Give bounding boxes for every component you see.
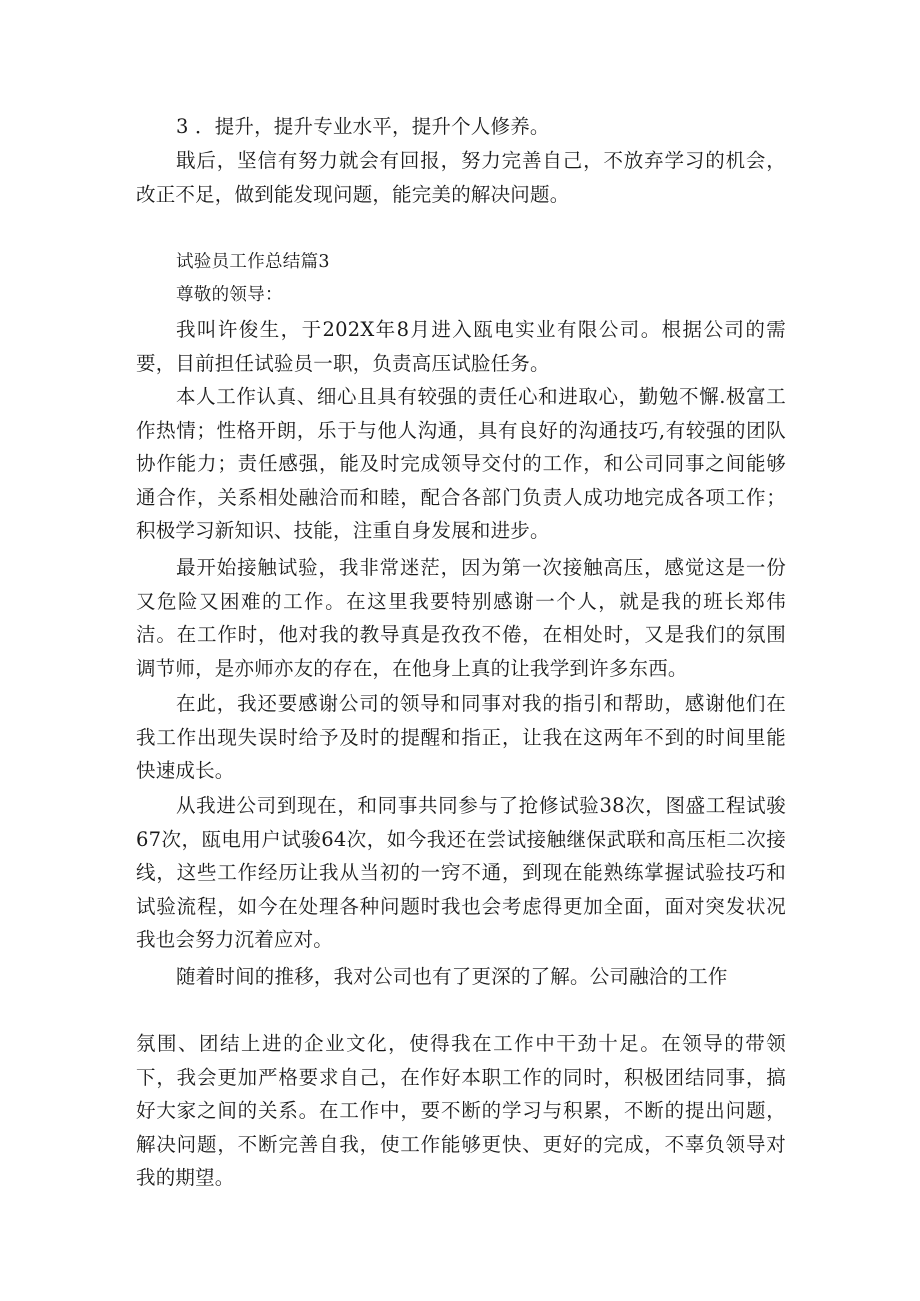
paragraph-traits: 本人工作认真、细心且具有较强的责任心和进取心，勤勉不懈.极富工作热情；性格开朗，乐于与他人沟通，具有良好的沟通技巧,有较强的团队协作能力；责任感强，能及时完成领导交付的工作，和公司同事之间能够通合作，关系相处融洽而和睦，配合各部门负责人成功地完成各项工作；积极学习新知识、技能，注重自身发展和进步。 xyxy=(136,385,786,542)
section-title: 试验员工作总结篇3 xyxy=(176,252,330,272)
paragraph-time: 随着时间的推移，我对公司也有了更深的了解。公司融洽的工作 xyxy=(176,965,728,988)
paragraph-experience: 从我进公司到现在，和同事共同参与了抢修试验38次，图盛工程试骏67次，瓯电用户试骏64次，如今我还在尝试接触继保武联和高压柜二次接线，这些工作经历让我从当初的一窍不通，到现在能熟练掌握试验技巧和试验流程，如今在处理各种问题时我也会考虑得更加全面，面对突发状况我也会努力沉着应对。 xyxy=(136,794,786,951)
paragraph-thanks: 在此，我还要感谢公司的领导和同事对我的指引和帮助，感谢他们在我工作出现失误时给予及时的提醒和指正，让我在这两年不到的时间里能快速成长。 xyxy=(136,692,786,782)
paragraph-start: 最开始接触试验，我非常迷茫，因为第一次接触高压，感觉这是一份又危险又困难的工作。在这里我要特别感谢一个人，就是我的班长郑伟洁。在工作时，他对我的教导真是孜孜不倦，在相处时，又是我们的氛围调节师，是亦师亦友的存在，在他身上真的让我学到许多东西。 xyxy=(136,556,786,680)
paragraph-atmosphere: 氛围、团结上进的企业文化，使得我在工作中干劲十足。在领导的带领下，我会更加严格要求自己，在作好本职工作的同时，积极团结同事，搞好大家之间的关系。在工作中，要不断的学习与积累，不断的提出问题，解决问题，不断完善自我，使工作能够更快、更好的完成，不辜负领导对我的期望。 xyxy=(136,1032,786,1189)
paragraph-intro: 我叫许俊生，于202X年8月进入瓯电实业有限公司。根据公司的需要，目前担任试验员一职，负责高压试脸任务。 xyxy=(136,318,786,375)
paragraph-item-3: 3 ．提升，提升专业水平，提升个人修养。 xyxy=(176,115,550,138)
salutation: 尊敬的领导： xyxy=(176,285,283,305)
paragraph-finally: 戢后，坚信有努力就会有回报，努力完善自己，不放弃学习的机会，改正不足，做到能发现问题，能完美的解决问题。 xyxy=(136,149,786,206)
